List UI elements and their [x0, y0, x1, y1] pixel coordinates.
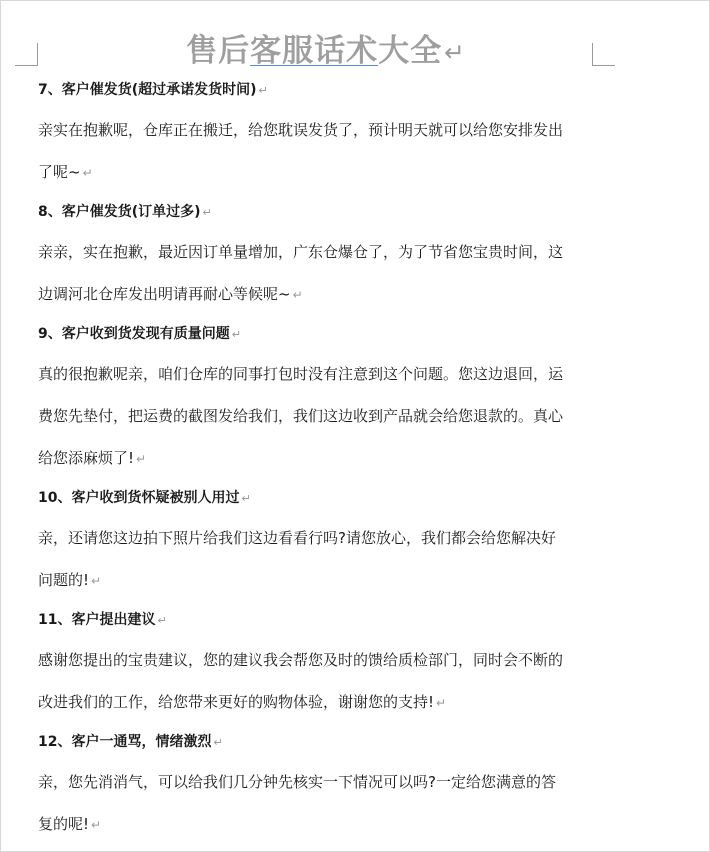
- paragraph-mark-icon: ↵: [292, 288, 303, 302]
- section-heading-text: 12、客户一通骂，情绪激烈: [38, 734, 212, 750]
- document-body[interactable]: [38, 71, 594, 845]
- section-heading[interactable]: [38, 479, 594, 517]
- paragraph-mark-icon: ↵: [82, 166, 93, 180]
- paragraph-line-text: 复的呢!: [38, 815, 90, 833]
- paragraph-line[interactable]: [38, 231, 594, 273]
- paragraph-line[interactable]: [38, 395, 594, 437]
- paragraph-line[interactable]: [38, 803, 594, 845]
- section-heading-text: 7、客户催发货(超过承诺发货时间): [38, 82, 257, 98]
- title-part-2-underlined: 客服话术: [250, 33, 379, 69]
- section-4: [38, 479, 594, 601]
- paragraph-line-text: 了呢~: [38, 163, 81, 181]
- section-heading[interactable]: [38, 723, 594, 761]
- paragraph-line[interactable]: [38, 437, 594, 479]
- paragraph-line[interactable]: [38, 559, 594, 601]
- paragraph-line-text: 亲实在抱歉呢，仓库正在搬迁，给您耽误发货了，预计明天就可以给您安排发出: [38, 121, 564, 139]
- paragraph-line-text: 给您添麻烦了!: [38, 449, 135, 467]
- paragraph-line[interactable]: [38, 517, 594, 559]
- paragraph-line-text: 费您先垫付，把运费的截图发给我们，我们这边收到产品就会给您退款的。真心: [38, 407, 564, 425]
- paragraph-line[interactable]: [38, 273, 594, 315]
- document-title[interactable]: [1, 25, 651, 70]
- paragraph-line[interactable]: [38, 353, 594, 395]
- title-part-1: 售后: [186, 33, 251, 69]
- section-2: [38, 193, 594, 315]
- paragraph-mark-icon: ↵: [202, 206, 212, 219]
- paragraph-mark-icon: ↵: [136, 452, 147, 466]
- paragraph-mark-icon: ↵: [157, 614, 167, 627]
- paragraph-line[interactable]: [38, 639, 594, 681]
- section-1: [38, 71, 594, 193]
- paragraph-line-text: 亲亲，实在抱歉，最近因订单量增加，广东仓爆仓了，为了节省您宝贵时间，这: [38, 243, 564, 261]
- paragraph-mark-icon: ↵: [258, 84, 268, 97]
- section-heading[interactable]: [38, 601, 594, 639]
- section-5: [38, 601, 594, 723]
- section-heading[interactable]: [38, 193, 594, 231]
- paragraph-line[interactable]: [38, 681, 594, 723]
- paragraph-mark-icon: ↵: [231, 328, 242, 341]
- paragraph-mark-icon: ↵: [436, 696, 447, 710]
- paragraph-line-text: 真的很抱歉呢亲，咱们仓库的同事打包时没有注意到这个问题。您这边退回，运: [38, 365, 564, 383]
- paragraph-line-text: 亲，您先消消气，可以给我们几分钟先核实一下情况可以吗?一定给您满意的答: [38, 773, 556, 791]
- section-heading[interactable]: [38, 315, 594, 353]
- paragraph-line-text: 问题的!: [38, 571, 90, 589]
- paragraph-line[interactable]: [38, 109, 594, 151]
- section-heading[interactable]: [38, 71, 594, 109]
- section-6: [38, 723, 594, 845]
- section-heading-text: 10、客户收到货怀疑被别人用过: [38, 490, 240, 506]
- paragraph-mark-icon: ↵: [241, 492, 251, 505]
- paragraph-mark-icon: ↵: [91, 574, 102, 588]
- paragraph-mark-icon: ↵: [91, 818, 102, 832]
- paragraph-line[interactable]: [38, 151, 594, 193]
- paragraph-line[interactable]: [38, 761, 594, 803]
- paragraph-line-text: 亲，还请您这边拍下照片给我们这边看看行吗?请您放心，我们都会给您解决好: [38, 529, 556, 547]
- section-heading-text: 8、客户催发货(订单过多): [38, 204, 201, 220]
- paragraph-line-text: 边调河北仓库发出明请再耐心等候呢~: [38, 285, 291, 303]
- paragraph-mark-icon: ↵: [444, 38, 466, 67]
- section-heading-text: 11、客户提出建议: [38, 612, 156, 628]
- paragraph-line-text: 改进我们的工作，给您带来更好的购物体验，谢谢您的支持!: [38, 693, 435, 711]
- section-heading-text: 9、客户收到货发现有质量问题: [38, 326, 230, 342]
- paragraph-mark-icon: ↵: [213, 736, 223, 749]
- paragraph-line-text: 感谢您提出的宝贵建议，您的建议我会帮您及时的馈给质检部门，同时会不断的: [38, 651, 564, 669]
- title-part-3: 大全: [378, 33, 443, 69]
- section-3: [38, 315, 594, 479]
